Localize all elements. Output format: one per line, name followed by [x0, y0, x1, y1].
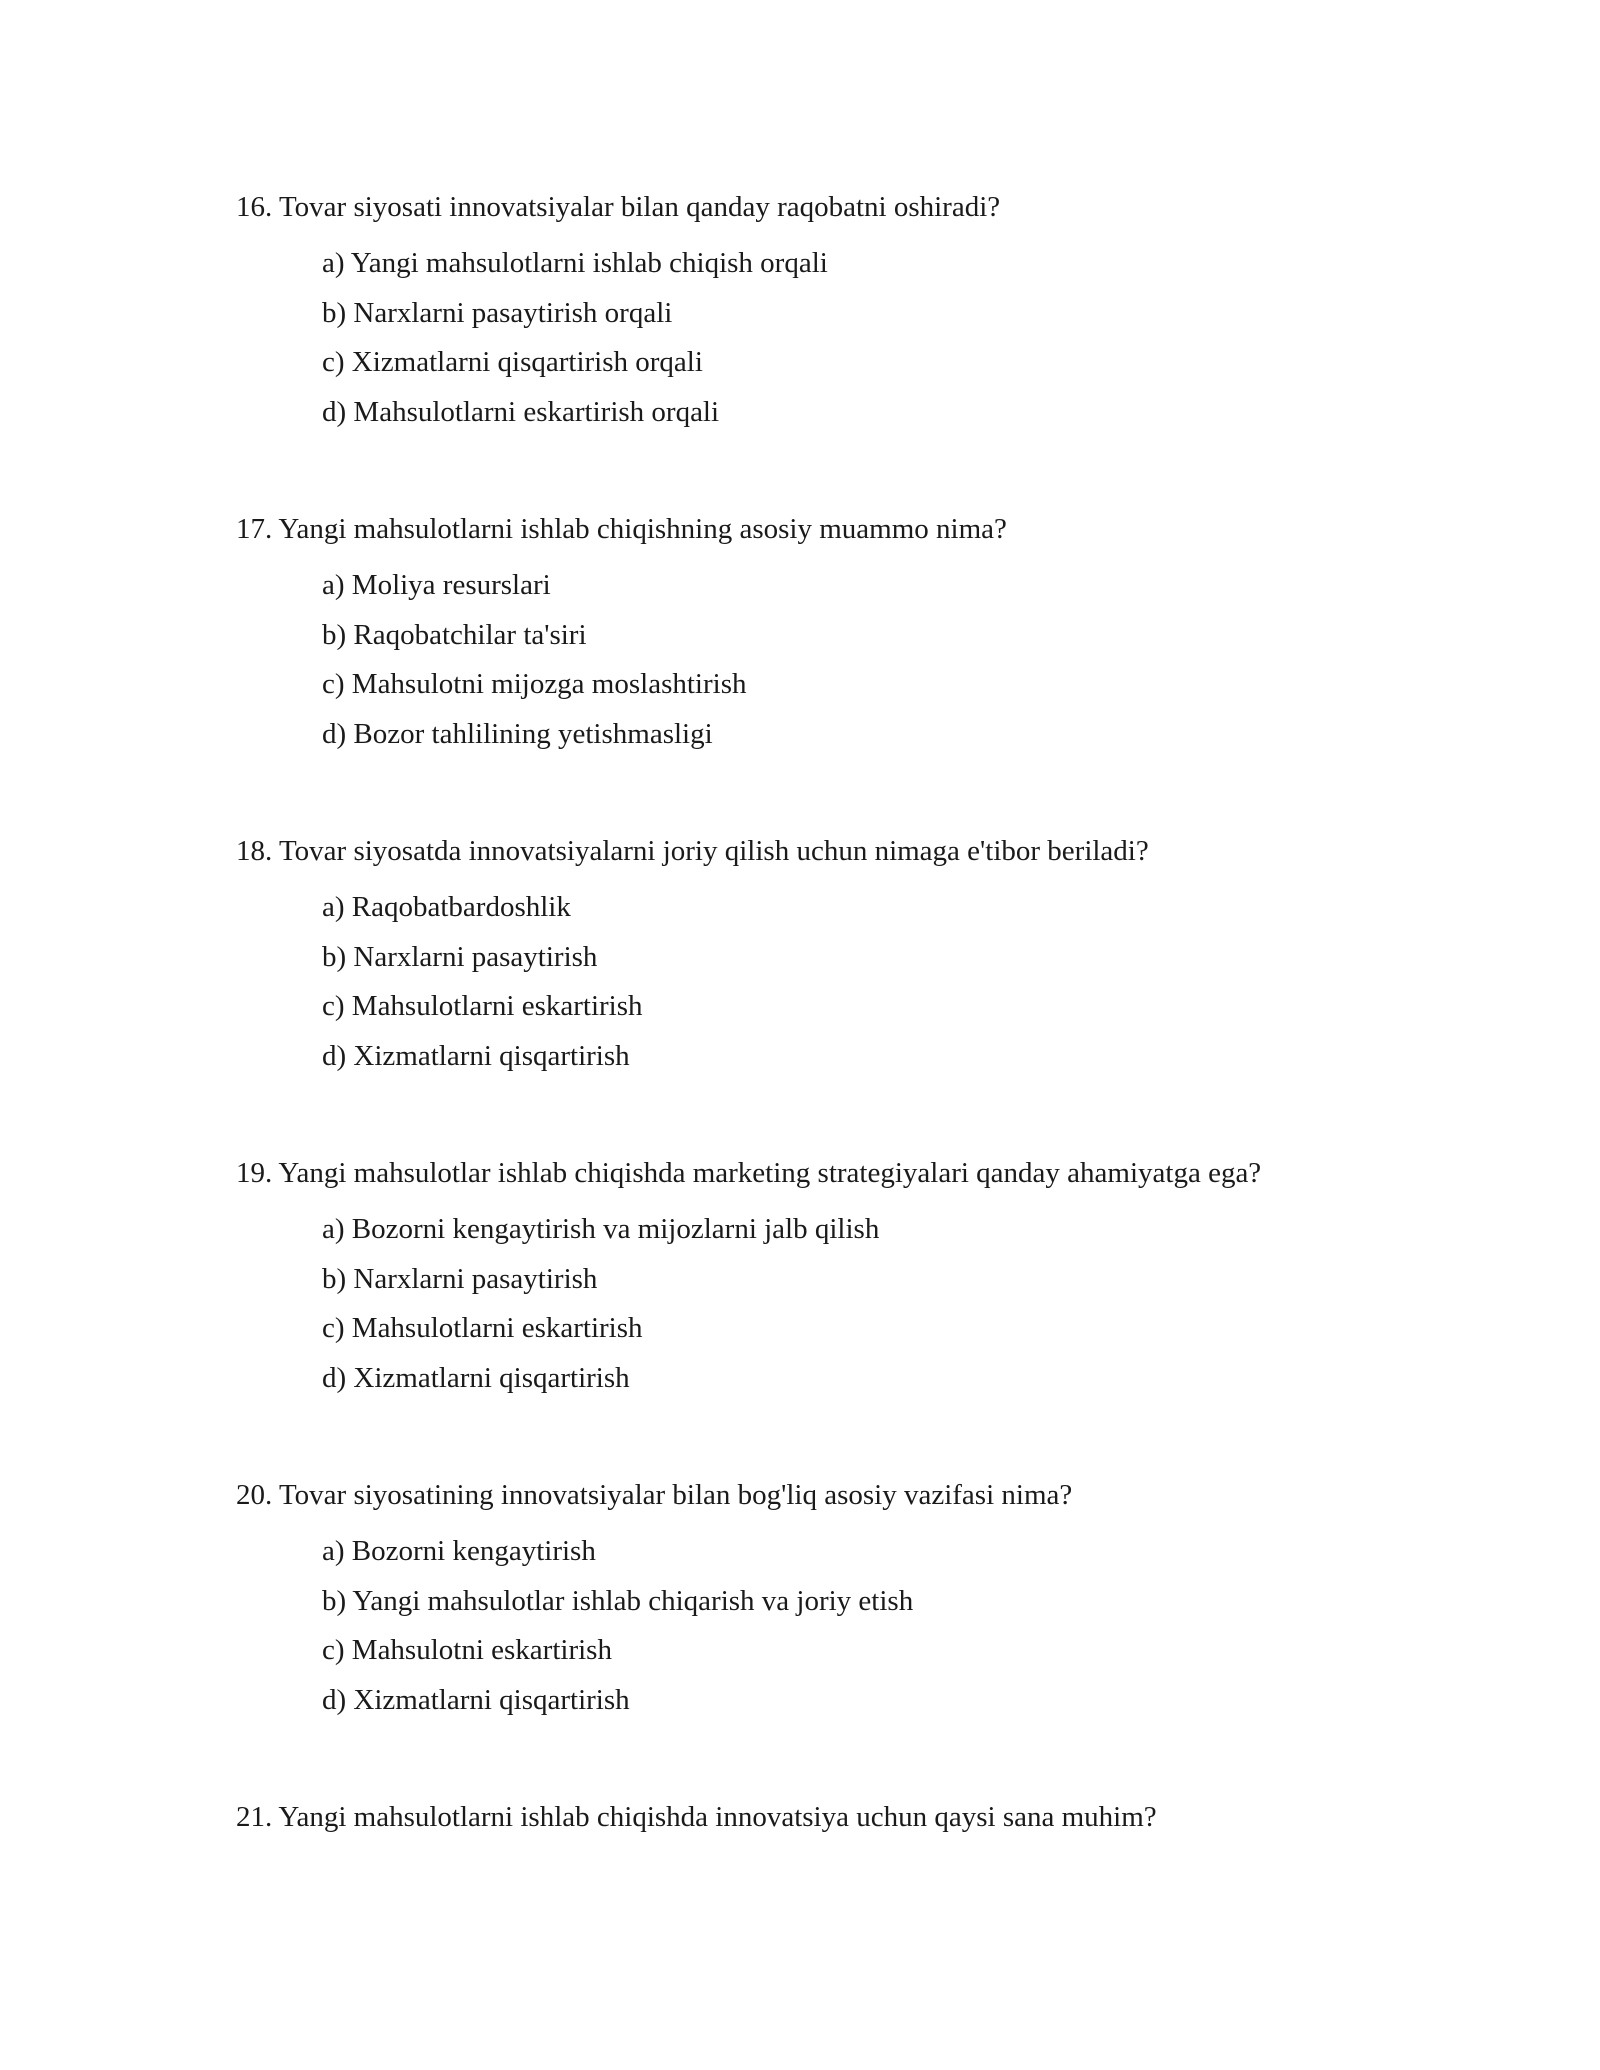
option-d: d) Bozor tahlilining yetishmasligi	[322, 717, 713, 750]
question-text: 16. Tovar siyosati innovatsiyalar bilan qanday raqobatni oshiradi?	[236, 191, 1001, 223]
question-20	[236, 1478, 1436, 1732]
option-list	[236, 568, 1436, 766]
option-list	[236, 1534, 1436, 1732]
option-d: d) Xizmatlarni qisqartirish	[322, 1039, 630, 1072]
option-a: a) Moliya resurslari	[322, 569, 551, 601]
question-19	[236, 1156, 1436, 1410]
option-b: b) Yangi mahsulotlar ishlab chiqarish va joriy etish	[322, 1584, 914, 1617]
option-c: c) Mahsulotni mijozga moslashtirish	[322, 668, 747, 700]
option-a: a) Raqobatbardoshlik	[322, 891, 571, 923]
question-18	[236, 834, 1436, 1088]
option-list	[236, 890, 1436, 1088]
option-c: c) Mahsulotni eskartirish	[322, 1634, 612, 1666]
question-21	[236, 1800, 1436, 1834]
option-a: a) Bozorni kengaytirish va mijozlarni jalb qilish	[322, 1213, 880, 1245]
option-b: b) Narxlarni pasaytirish	[322, 1262, 598, 1295]
option-d: d) Xizmatlarni qisqartirish	[322, 1361, 630, 1394]
option-c: c) Mahsulotlarni eskartirish	[322, 990, 643, 1022]
option-c: c) Mahsulotlarni eskartirish	[322, 1312, 643, 1344]
option-b: b) Narxlarni pasaytirish	[322, 940, 598, 973]
question-text: 19. Yangi mahsulotlar ishlab chiqishda marketing strategiyalari qanday ahamiyatga ega?	[236, 1157, 1262, 1189]
option-a: a) Bozorni kengaytirish	[322, 1535, 596, 1567]
option-b: b) Raqobatchilar ta'siri	[322, 618, 587, 651]
option-list	[236, 246, 1436, 444]
question-text: 21. Yangi mahsulotlarni ishlab chiqishda innovatsiya uchun qaysi sana muhim?	[236, 1801, 1157, 1833]
option-c: c) Xizmatlarni qisqartirish orqali	[322, 346, 703, 378]
question-text: 18. Tovar siyosatda innovatsiyalarni joriy qilish uchun nimaga e'tibor beriladi?	[236, 835, 1149, 867]
question-16	[236, 190, 1436, 444]
question-17	[236, 512, 1436, 766]
option-d: d) Mahsulotlarni eskartirish orqali	[322, 395, 720, 428]
option-list	[236, 1212, 1436, 1410]
question-text: 20. Tovar siyosatining innovatsiyalar bilan bog'liq asosiy vazifasi nima?	[236, 1479, 1073, 1511]
option-a: a) Yangi mahsulotlarni ishlab chiqish orqali	[322, 247, 828, 279]
question-text: 17. Yangi mahsulotlarni ishlab chiqishning asosiy muammo nima?	[236, 513, 1007, 545]
option-d: d) Xizmatlarni qisqartirish	[322, 1683, 630, 1716]
option-b: b) Narxlarni pasaytirish orqali	[322, 296, 673, 329]
